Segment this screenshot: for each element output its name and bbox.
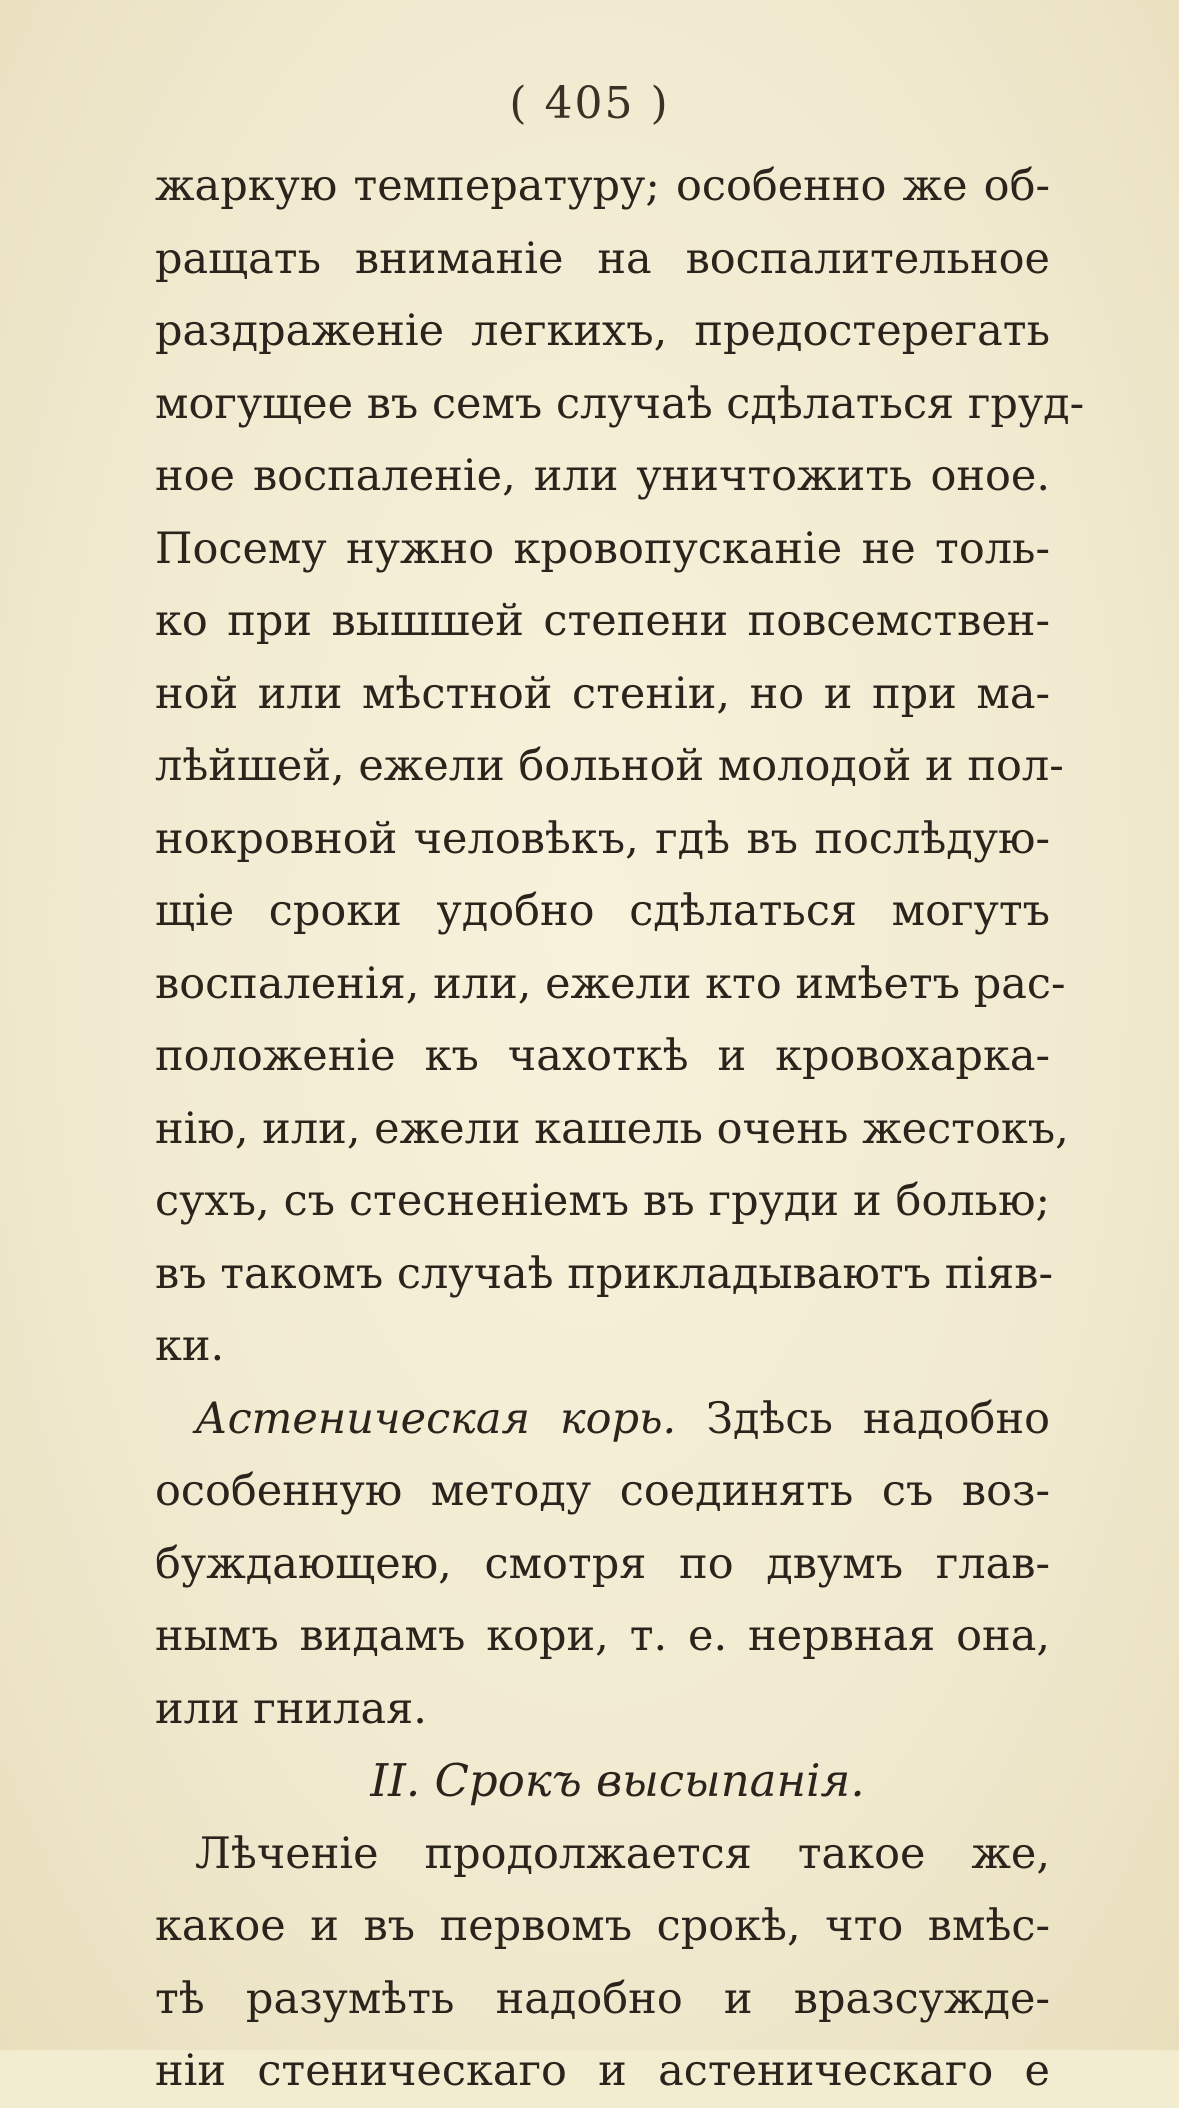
text-line: тѣ разумѣть надобно и вразсужде- [155,1973,1050,2024]
text-line: воспаленія, или, ежели кто имѣетъ рас- [155,958,1066,1009]
text-line: нокровной человѣкъ, гдѣ въ послѣдую- [155,813,1050,864]
text-line: ніи стеническаго и астеническаго е [155,2046,1050,2096]
text-line: Лѣченіе продолжается такое же, [195,1828,1050,1879]
text-line: ко при вышшей степени повсемствен- [155,596,1050,646]
text-line: нымъ видамъ кори, т. е. нервная она, [155,1611,1050,1661]
text-line: лѣйшей, ежели больной молодой и пол- [155,741,1064,791]
paragraph-1 [155,150,1085,1383]
text-line: Посему нужно кровопусканіе не толь- [155,523,1050,574]
page-number: ( 405 ) [509,78,670,129]
text-line: щіе сроки удобно сдѣлаться могутъ [155,886,1050,936]
section-heading: II. Срокъ высыпанія. [370,1754,865,1807]
text-line: или гнилая. [155,1683,427,1734]
text-span: Здѣсь надобно [706,1393,1050,1444]
paragraph-3 [155,1818,1050,2108]
text-line: нію, или, ежели кашель очень жестокъ, [155,1103,1069,1154]
text-line: въ такомъ случаѣ прикладываютъ піяв- [155,1248,1054,1299]
text-line: ное воспаленіе, или уничтожить оное. [155,451,1050,501]
text-line: могущее въ семъ случаѣ сдѣлаться груд- [155,378,1085,429]
italic-lead: Астеническая корь. [195,1393,677,1444]
paragraph-2 [155,1383,1050,1746]
text-line: ращать вниманіе на воспалительное [155,233,1050,284]
text-line: положеніе къ чахоткѣ и кровохарка- [155,1031,1050,1081]
text-line: буждающею, смотря по двумъ глав- [155,1538,1050,1589]
text-line: особенную методу соединять съ воз- [155,1466,1050,1516]
page-text [155,150,1085,2108]
text-line: какое и въ первомъ срокѣ, что вмѣс- [155,1901,1050,1951]
text-line: ной или мѣстной стеніи, но и при ма- [155,668,1050,719]
text-line: сухъ, съ стесненіемъ въ груди и болью; [155,1176,1050,1226]
text-line [155,1383,1050,1456]
text-line: ки. [155,1321,225,1371]
text-line: раздраженіе легкихъ, предостерегать [155,306,1050,356]
text-line: жаркую температуру; особенно же об- [155,161,1050,211]
